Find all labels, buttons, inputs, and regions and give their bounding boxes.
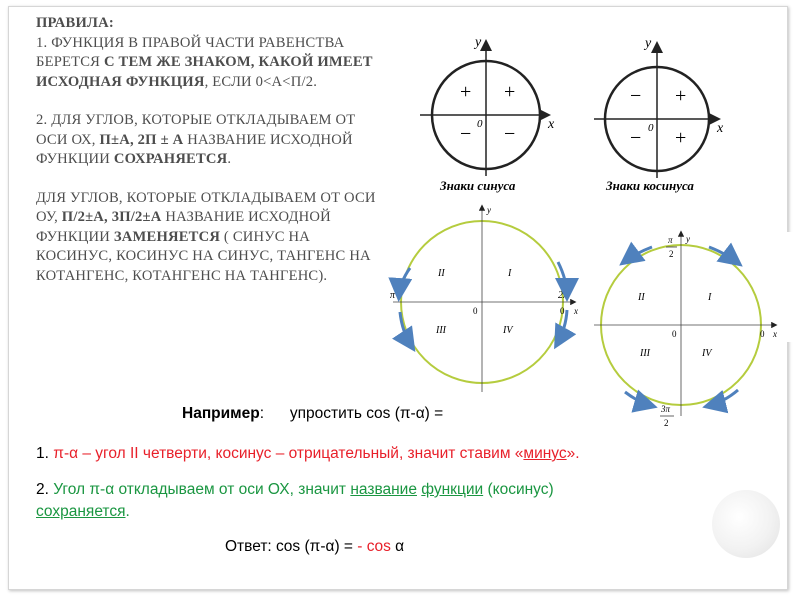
sine-q3-sign: − xyxy=(460,123,472,145)
quadrant-right-q3: III xyxy=(640,348,650,359)
cosine-y-label: y xyxy=(645,36,652,51)
rules-title: ПРАВИЛА: xyxy=(36,15,114,31)
quadrant-right-x-label: x xyxy=(773,329,777,339)
quadrant-left-y-label: y xyxy=(487,205,491,215)
decorative-orb xyxy=(712,490,780,558)
step-2-preserved: сохраняется xyxy=(36,503,126,520)
example-colon: : xyxy=(259,405,265,422)
step-2-name: название xyxy=(350,481,417,498)
step-1-minus: минус xyxy=(523,445,567,462)
rule-3-bold: ЗАМЕНЯЕТСЯ xyxy=(113,228,221,245)
sine-zero-label: 0 xyxy=(477,118,483,130)
step-2-end: . xyxy=(125,503,130,520)
cosine-x-label: x xyxy=(717,121,724,136)
example-task: упростить cos (π-α) = xyxy=(289,405,444,422)
rule-3-text-2: НАЗВАНИЕ ИСХОДНОЙ ФУНКЦИИ xyxy=(36,209,331,245)
quadrant-right-zero: 0 xyxy=(672,329,677,339)
arrow-top-left xyxy=(624,247,652,262)
rule-1-bold: С ТЕМ ЖЕ ЗНАКОМ, КАКОЙ ИМЕЕТ ИСХОДНАЯ ФУНКЦИЯ xyxy=(36,54,373,90)
quadrant-right-q1: I xyxy=(708,292,712,303)
quadrant-right-zero-right: 0 xyxy=(760,329,765,339)
answer-minus-cos: - cos xyxy=(357,538,391,555)
quadrant-right-bottom-den: 2 xyxy=(664,418,669,428)
quadrant-left-zero-right: 0 xyxy=(560,306,565,316)
step-2-cosine: (косинус) xyxy=(483,481,554,498)
arrow-bottom-left xyxy=(625,392,652,406)
step-2-function: функции xyxy=(421,481,484,498)
quadrant-circle-right xyxy=(594,232,777,428)
quadrant-left-q4: IV xyxy=(503,325,513,336)
arrow-top-right xyxy=(709,247,738,263)
step-1 xyxy=(36,445,580,463)
step-2-text: Угол π-α откладываем от оси ОХ, значит xyxy=(48,481,351,498)
example-line xyxy=(182,405,443,423)
rule-3-end: ( СИНУС НА КОСИНУС, КОСИНУС НА СИНУС, ТАНГЕНС НА КОТАНГЕНС, КОТАНГЕНС НА ТАНГЕНС). xyxy=(36,228,371,284)
quadrant-left-q1: I xyxy=(508,268,512,279)
quadrant-left-pi: π xyxy=(390,290,396,301)
cosine-signs-diagram xyxy=(594,36,724,193)
sine-x-label: x xyxy=(548,117,555,132)
step-2-number: 2. xyxy=(36,481,49,498)
cosine-q1-sign: + xyxy=(675,85,687,107)
quadrant-left-x-label: x xyxy=(574,306,578,316)
quadrant-left-zero: 0 xyxy=(473,306,478,316)
cosine-q2-sign: − xyxy=(630,85,642,107)
cosine-zero-label: 0 xyxy=(648,122,654,134)
sine-signs-diagram xyxy=(420,35,555,193)
sine-q1-sign: + xyxy=(504,81,516,103)
quadrant-right-bottom-num: 3π xyxy=(661,404,671,414)
quadrant-right-top-den: 2 xyxy=(669,249,674,259)
step-1-end: ». xyxy=(566,445,580,462)
sine-y-label: y xyxy=(475,35,482,50)
quadrant-right-top-num: π xyxy=(668,235,673,245)
quadrant-right-q2: II xyxy=(638,292,645,303)
sine-caption: Знаки синуса xyxy=(440,178,516,193)
rule-3-angles: П/2±А, 3П/2±А xyxy=(61,209,162,225)
cosine-q4-sign: + xyxy=(675,127,687,149)
rule-2-text-2: НАЗВАНИЕ ИСХОДНОЙ ФУНКЦИИ xyxy=(36,131,353,167)
rule-1-condition: , ЕСЛИ 0<A<П/2. xyxy=(204,73,318,90)
rule-3-text: ДЛЯ УГЛОВ, КОТОРЫЕ ОТКЛАДЫВАЕМ ОТ ОСИ ОУ, xyxy=(36,189,376,225)
step-2 xyxy=(36,479,716,523)
quadrant-left-q3: III xyxy=(436,325,446,336)
quadrant-circle-left xyxy=(390,205,578,392)
step-1-number: 1. xyxy=(36,445,49,462)
answer-alpha: α xyxy=(390,538,405,555)
example-label: Например xyxy=(182,405,260,422)
rule-2-end: . xyxy=(227,151,232,167)
quadrant-right-q4: IV xyxy=(702,348,712,359)
answer-line xyxy=(225,538,404,556)
sine-q2-sign: + xyxy=(460,81,472,103)
step-1-text: π-α – угол II четверти, косинус – отрицательный, значит ставим « xyxy=(48,445,524,462)
quadrant-left-q2: II xyxy=(438,268,445,279)
rule-2-bold: СОХРАНЯЕТСЯ xyxy=(113,151,228,167)
quadrant-left-2pi: 2π xyxy=(558,290,569,301)
rule-2-text: 2. ДЛЯ УГЛОВ, КОТОРЫЕ ОТКЛАДЫВАЕМ ОТ ОСИ ОХ, xyxy=(36,112,356,148)
sine-q4-sign: − xyxy=(504,123,516,145)
cosine-caption: Знаки косинуса xyxy=(606,178,694,193)
cosine-q3-sign: − xyxy=(630,127,642,149)
rule-2-angles: П±А, 2П ± А xyxy=(99,131,184,148)
answer-text: Ответ: cos (π-α) = xyxy=(225,538,358,555)
rule-1-text: 1. ФУНКЦИЯ В ПРАВОЙ ЧАСТИ РАВЕНСТВА БЕРЕТСЯ xyxy=(36,34,345,70)
quadrant-right-y-label: y xyxy=(686,234,690,244)
